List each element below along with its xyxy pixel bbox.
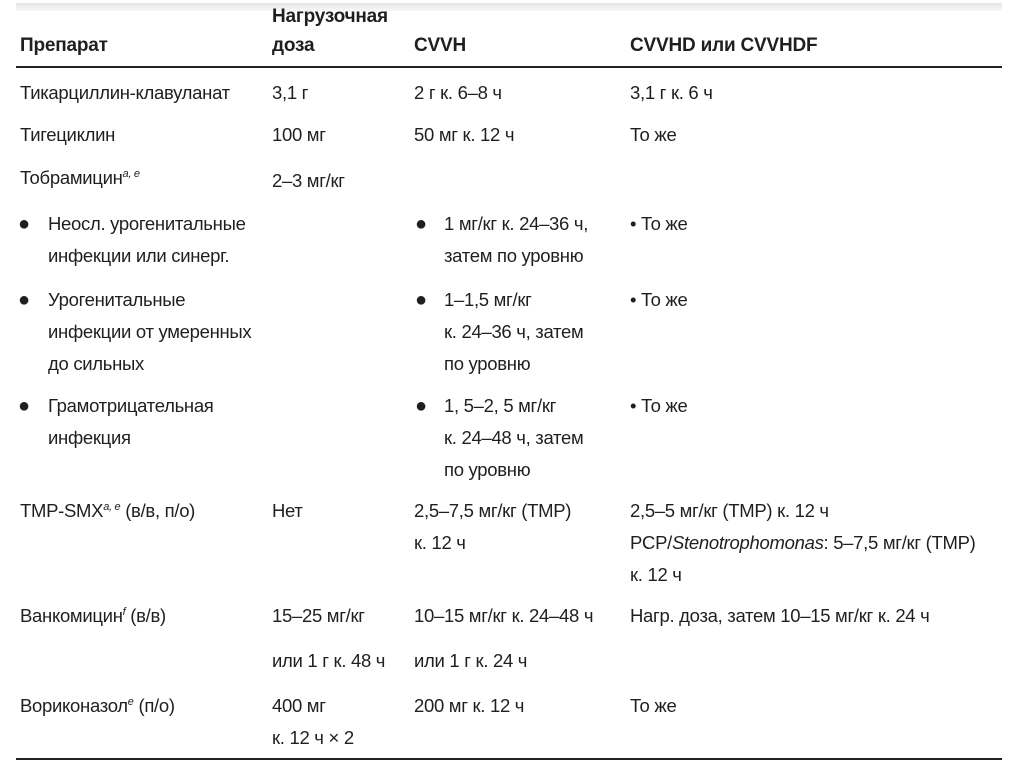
- row-tmp-smx-name: [20, 495, 195, 527]
- tobramycin-sub1-name: Неосл. урогенитальные инфекции или синерг.: [48, 213, 246, 266]
- organism-name: Stenotrophomonas: [671, 532, 824, 553]
- tobramycin-sub3-cvvhd: • То же: [630, 395, 688, 416]
- footnote-mark: a, e: [122, 167, 140, 180]
- drug-name: TMP-SMX: [20, 500, 104, 521]
- tobramycin-sub2-cvvh: 1–1,5 мг/кг к. 24–36 ч, затем по уровню: [444, 289, 584, 374]
- row-tobramycin-name: [20, 162, 140, 194]
- header-drug: Препарат: [20, 35, 108, 56]
- drug-name: Тобрамицин: [20, 167, 123, 188]
- row-tmp-smx-cvvhd: [630, 495, 976, 591]
- footnote-mark: a, e: [103, 500, 121, 513]
- tobramycin-sub1-cvvhd: • То же: [630, 213, 688, 234]
- footnote-mark: e: [127, 695, 134, 708]
- header-rule: [16, 66, 1002, 68]
- row-tigecycline-cvvhd: То же: [630, 124, 677, 145]
- bullet-icon: ●: [415, 395, 428, 417]
- dosing-table: [16, 0, 1002, 764]
- drug-name: Вориконазол: [20, 695, 128, 716]
- row-vancomycin-name: [20, 600, 166, 632]
- route: (в/в, п/о): [120, 500, 196, 521]
- row-ticarcillin-cvvhd: 3,1 г к. 6 ч: [630, 82, 713, 103]
- cvvhd-line-3: к. 12 ч: [630, 564, 682, 585]
- row-tmp-smx-cvvh: 2,5–7,5 мг/кг (TMP) к. 12 ч: [414, 500, 572, 553]
- bullet-icon: ●: [415, 289, 428, 311]
- row-ticarcillin-cvvh: 2 г к. 6–8 ч: [414, 82, 502, 103]
- row-tigecycline-cvvh: 50 мг к. 12 ч: [414, 124, 515, 145]
- row-tigecycline-loading: 100 мг: [272, 124, 326, 145]
- row-voriconazole-cvvhd: То же: [630, 695, 677, 716]
- cvvhd-line-1: 2,5–5 мг/кг (TMP) к. 12 ч: [630, 500, 829, 521]
- row-voriconazole-name: [20, 690, 175, 722]
- row-vancomycin-cvvhd: Нагр. доза, затем 10–15 мг/кг к. 24 ч: [630, 605, 930, 626]
- row-tigecycline-name: Тигециклин: [20, 124, 116, 145]
- footnote-mark: f: [122, 605, 126, 618]
- cvvhd-line-2a: PCP/: [630, 532, 672, 553]
- tobramycin-sub3-name: Грамотрицательная инфекция: [48, 395, 214, 448]
- route: (п/о): [133, 695, 175, 716]
- tobramycin-sub1-cvvh: 1 мг/кг к. 24–36 ч, затем по уровню: [444, 213, 589, 266]
- bullet-icon: ●: [18, 395, 31, 417]
- bullet-icon: ●: [415, 213, 428, 235]
- tobramycin-sub3-cvvh: 1, 5–2, 5 мг/кг к. 24–48 ч, затем по уровню: [444, 395, 584, 480]
- row-tmp-smx-loading: Нет: [272, 500, 303, 521]
- bullet-icon: ●: [18, 289, 31, 311]
- header-loading-dose: Нагрузочная доза: [272, 6, 388, 56]
- bottom-rule: [16, 758, 1002, 760]
- row-tobramycin-loading: 2–3 мг/кг: [272, 170, 345, 191]
- drug-name: Ванкомицин: [20, 605, 123, 626]
- row-vancomycin-loading: 15–25 мг/кг: [272, 605, 365, 626]
- header-cvvh: CVVH: [414, 35, 466, 56]
- row-voriconazole-cvvh: 200 мг к. 12 ч: [414, 695, 525, 716]
- row-ticarcillin-loading: 3,1 г: [272, 82, 309, 103]
- bullet-icon: ●: [18, 213, 31, 235]
- row-voriconazole-loading: 400 мг к. 12 ч × 2: [272, 695, 354, 748]
- row-ticarcillin-name: Тикарциллин-клавуланат: [20, 82, 230, 103]
- top-decorative-band: [16, 3, 1002, 11]
- tobramycin-sub2-name: Урогенитальные инфекции от умеренных до сильных: [48, 289, 252, 374]
- row-vancomycin-loading-alt: или 1 г к. 48 ч: [272, 650, 386, 671]
- tobramycin-sub2-cvvhd: • То же: [630, 289, 688, 310]
- row-vancomycin-cvvh-alt: или 1 г к. 24 ч: [414, 650, 528, 671]
- row-vancomycin-cvvh: 10–15 мг/кг к. 24–48 ч: [414, 605, 594, 626]
- route: (в/в): [125, 605, 166, 626]
- cvvhd-line-2b: : 5–7,5 мг/кг (TMP): [823, 532, 976, 553]
- header-cvvhd-cvvhdf: CVVHD или CVVHDF: [630, 35, 818, 56]
